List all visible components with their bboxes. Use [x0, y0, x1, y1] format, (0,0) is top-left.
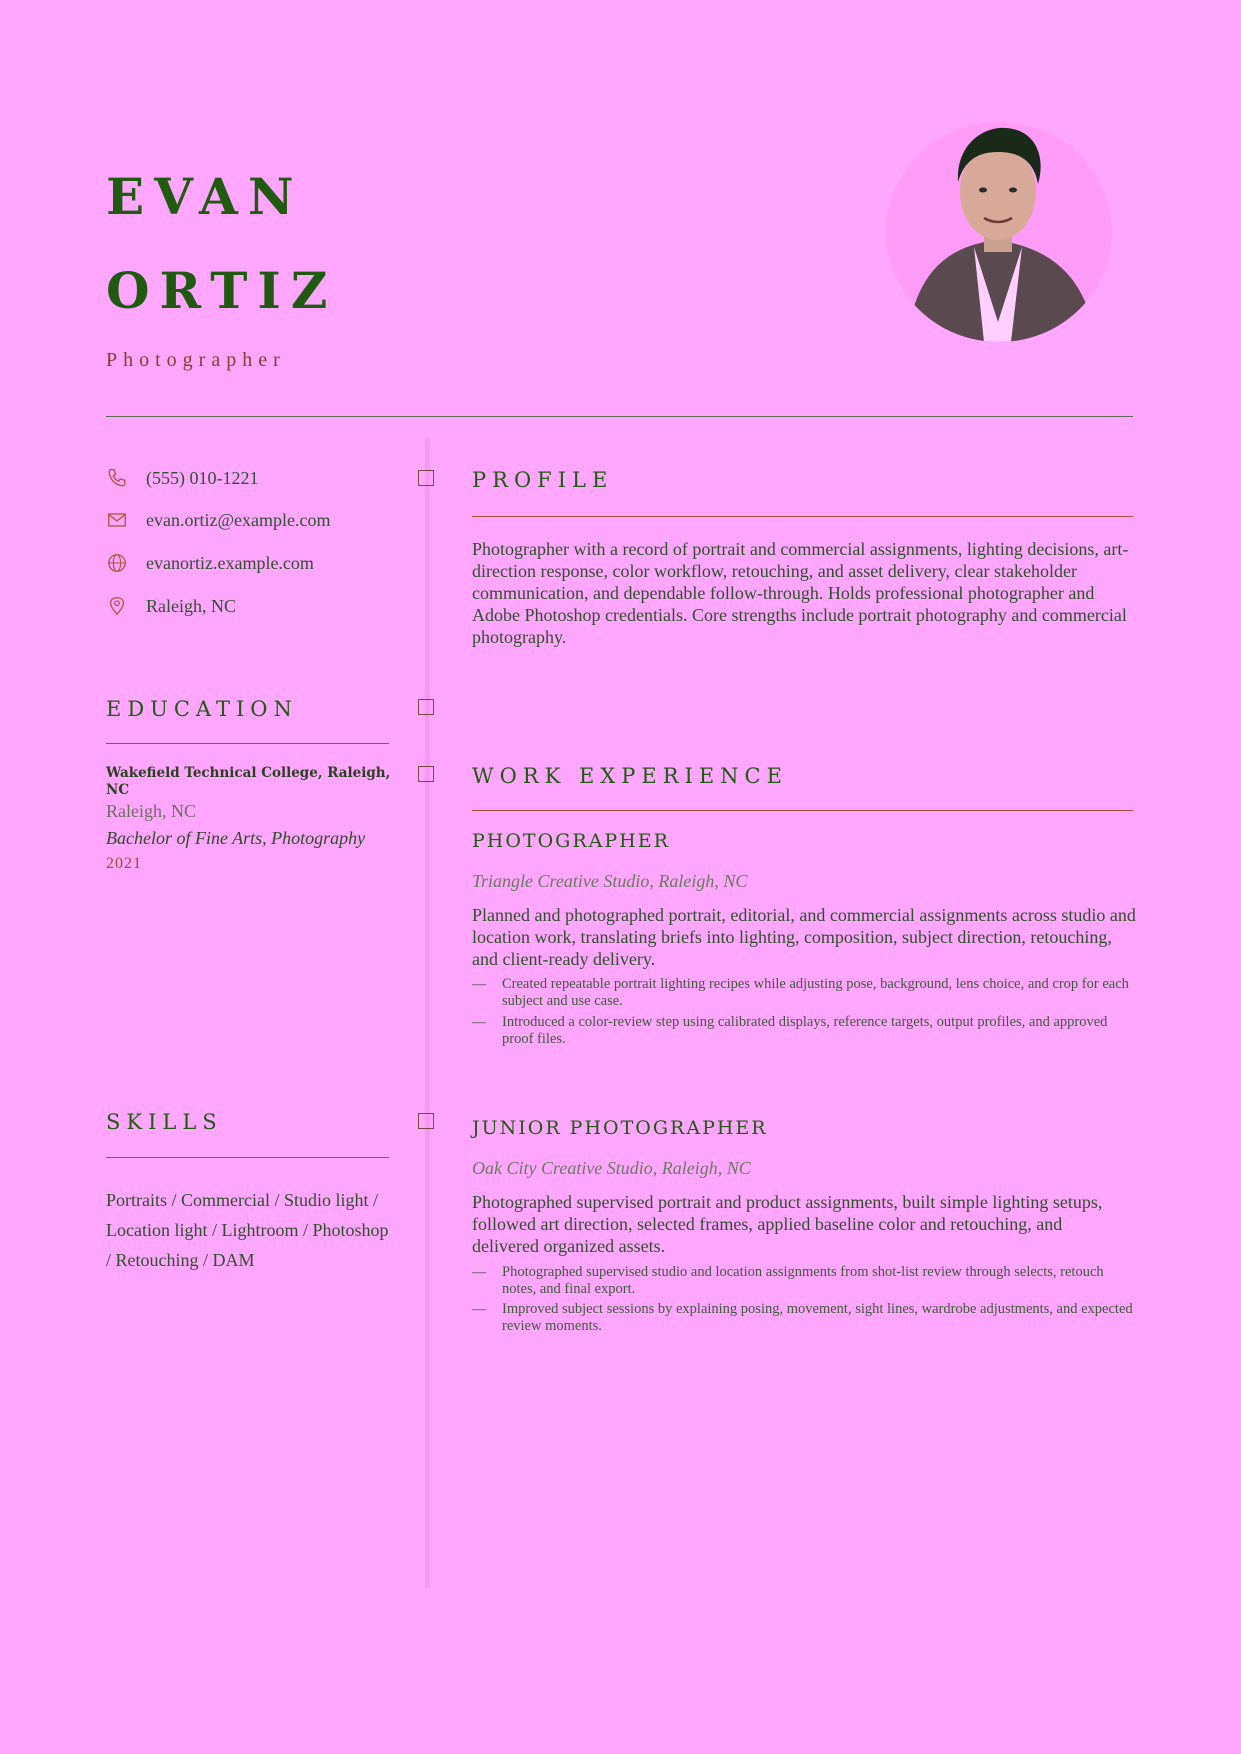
- bullet-text: Improved subject sessions by explaining posing, movement, sight lines, wardrobe adjustments, and expected review moments.: [502, 1301, 1133, 1334]
- dash-icon: —: [472, 1015, 486, 1030]
- profile-photo: [886, 122, 1112, 342]
- mail-icon: [106, 509, 128, 531]
- education-heading: EDUCATION: [106, 697, 298, 721]
- column-divider: [425, 438, 430, 1588]
- profile-marker: [418, 470, 434, 486]
- experience-marker: [418, 766, 434, 782]
- job-2-bullet-2: [472, 1301, 1133, 1335]
- job-1-company: Triangle Creative Studio, Raleigh, NC: [472, 871, 748, 891]
- job-1-bullet-2: [472, 1014, 1133, 1048]
- skills-heading: SKILLS: [106, 1110, 223, 1134]
- website-text: evanortiz.example.com: [146, 552, 314, 573]
- dash-icon: —: [472, 977, 486, 992]
- education-school: Wakefield Technical College, Raleigh, NC: [106, 765, 391, 798]
- contact-website[interactable]: [106, 550, 314, 576]
- location-text: Raleigh, NC: [146, 595, 236, 616]
- skills-divider: [106, 1157, 389, 1158]
- experience-heading: WORK EXPERIENCE: [472, 764, 788, 788]
- last-name: ORTIZ: [106, 261, 338, 320]
- job-role: Photographer: [106, 349, 286, 371]
- dash-icon: —: [472, 1265, 486, 1280]
- phone-icon: [106, 467, 128, 489]
- education-degree: Bachelor of Fine Arts, Photography: [106, 828, 366, 848]
- bullet-text: Photographed supervised studio and location assignments from shot-list review through selects, retouch notes, and final export.: [502, 1264, 1104, 1297]
- dash-icon: —: [472, 1302, 486, 1317]
- education-divider: [106, 743, 389, 744]
- skills-marker: [418, 1113, 434, 1129]
- header-divider: [106, 416, 1133, 417]
- person-portrait-icon: [886, 122, 1112, 342]
- job-2-bullet-1: [472, 1264, 1133, 1298]
- contact-email[interactable]: [106, 507, 331, 533]
- email-text: evan.ortiz@example.com: [146, 509, 331, 530]
- phone-text: (555) 010-1221: [146, 467, 259, 488]
- location-pin-icon: [106, 595, 128, 617]
- profile-text: Photographer with a record of portrait and commercial assignments, lighting decisions, art-direction response, color workflow, retouching, and asset delivery, clear stakeholder communication, and dependable follow-through. Holds professional photographer and Adobe Photoshop credentials. Core strengths include portrait photography and commercial photography.: [472, 539, 1129, 647]
- job-2-title: JUNIOR PHOTOGRAPHER: [472, 1117, 768, 1139]
- experience-divider: [472, 810, 1133, 811]
- job-2-summary: Photographed supervised portrait and product assignments, built simple lighting setups, followed art direction, selected frames, applied baseline color and retouching, and delivered organized assets.: [472, 1192, 1103, 1256]
- job-1-summary: Planned and photographed portrait, editorial, and commercial assignments across studio and location work, translating briefs into lighting, composition, subject direction, retouching, and client-ready delivery.: [472, 905, 1136, 969]
- contact-phone[interactable]: [106, 465, 258, 491]
- skills-list: Portraits / Commercial / Studio light / Location light / Lightroom / Photoshop / Retouching / DAM: [106, 1190, 389, 1270]
- job-2-company: Oak City Creative Studio, Raleigh, NC: [472, 1158, 751, 1178]
- education-location: Raleigh, NC: [106, 801, 196, 821]
- profile-divider: [472, 516, 1133, 517]
- first-name: EVAN: [106, 167, 304, 226]
- profile-heading: PROFILE: [472, 468, 614, 492]
- contact-location: [106, 593, 236, 619]
- education-year: 2021: [106, 855, 142, 872]
- job-1-title: PHOTOGRAPHER: [472, 830, 670, 852]
- bullet-text: Introduced a color-review step using calibrated displays, reference targets, output profiles, and approved proof files.: [502, 1014, 1108, 1047]
- bullet-text: Created repeatable portrait lighting recipes while adjusting pose, background, lens choice, and crop for each subject and use case.: [502, 976, 1129, 1009]
- education-marker: [418, 699, 434, 715]
- globe-icon: [106, 552, 128, 574]
- job-1-bullet-1: [472, 976, 1133, 1010]
